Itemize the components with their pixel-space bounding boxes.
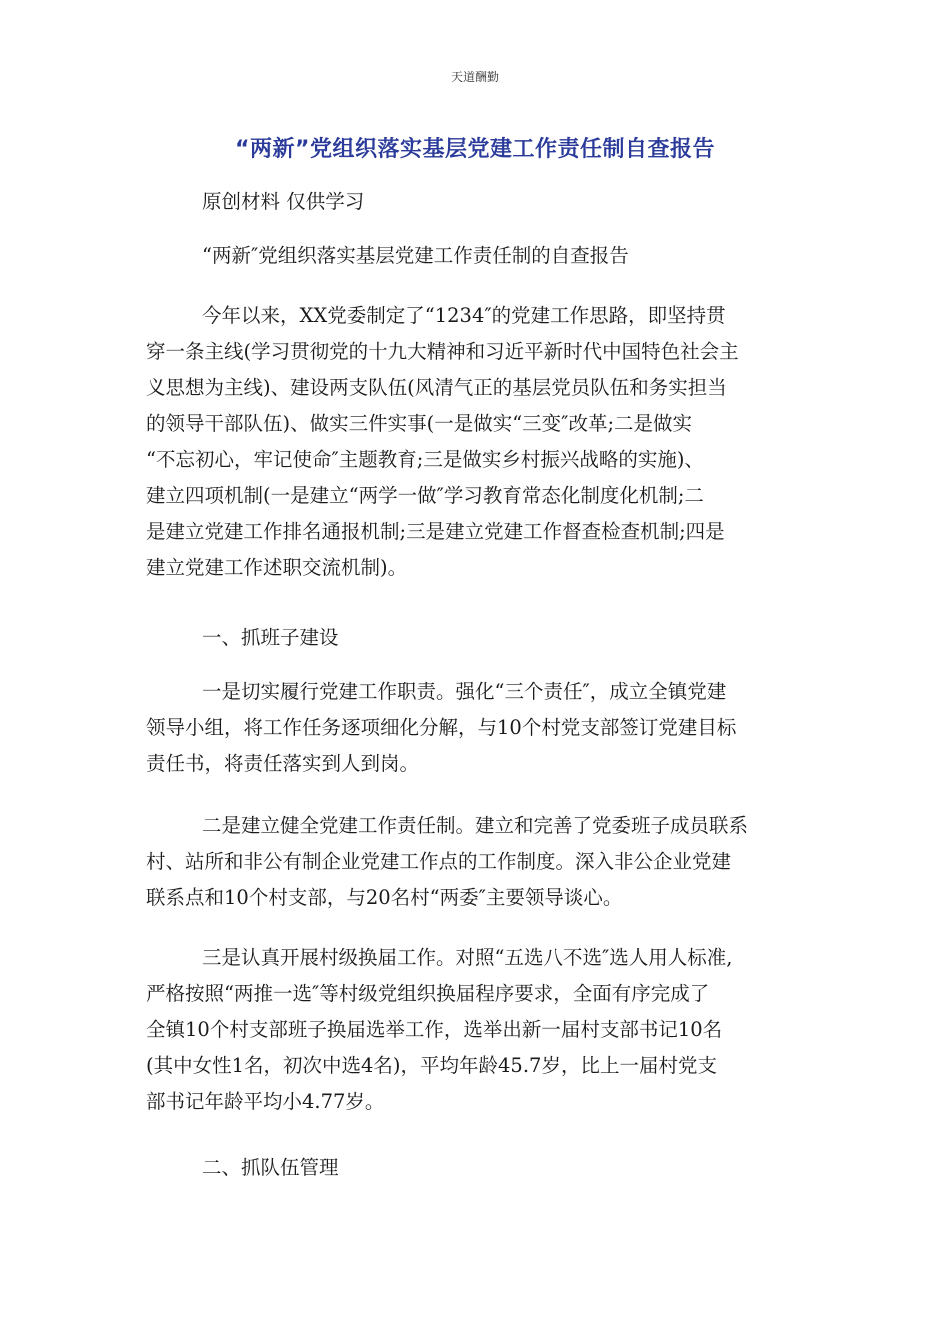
paragraph-line: 村、站所和非公有制企业党建工作点的工作制度。深入非公企业党建 <box>146 850 732 873</box>
paragraph-line: “不忘初心，牢记使命″主题教育;三是做实乡村振兴战略的实施)、 <box>146 448 704 471</box>
paragraph-line: (其中女性1名，初次中选4名)，平均年龄45.7岁，比上一届村党支 <box>146 1054 717 1077</box>
report-subtitle: “两新″党组织落实基层党建工作责任制的自查报告 <box>202 244 629 267</box>
source-note: 原创材料 仅供学习 <box>202 190 365 213</box>
paragraph-line: 一是切实履行党建工作职责。强化“三个责任″，成立全镇党建 <box>202 680 727 703</box>
section-heading-2: 二、抓队伍管理 <box>202 1156 339 1179</box>
paragraph-line: 领导小组，将工作任务逐项细化分解，与10个村党支部签订党建目标 <box>146 716 737 739</box>
paragraph-line: 三是认真开展村级换届工作。对照“五选八不选″选人用人标准, <box>202 946 733 969</box>
paragraph-2 <box>146 808 814 916</box>
paragraph-line: 全镇10个村支部班子换届选举工作，选举出新一届村支部书记10名 <box>146 1018 723 1041</box>
paragraph-3 <box>146 940 814 1120</box>
intro-paragraph <box>146 298 814 586</box>
section-heading-1: 一、抓班子建设 <box>202 626 339 649</box>
paragraph-line: 是建立党建工作排名通报机制;三是建立党建工作督查检查机制;四是 <box>146 520 725 543</box>
paragraph-line: 责任书，将责任落实到人到岗。 <box>146 752 420 775</box>
document-title: “两新”党组织落实基层党建工作责任制自查报告 <box>235 137 715 162</box>
paragraph-line: 二是建立健全党建工作责任制。建立和完善了党委班子成员联系 <box>202 814 749 837</box>
paragraph-line: 今年以来，XX党委制定了“1234″的党建工作思路，即坚持贯 <box>202 304 726 327</box>
paragraph-line: 严格按照“两推一选″等村级党组织换届程序要求，全面有序完成了 <box>146 982 710 1005</box>
paragraph-line: 的领导干部队伍)、做实三件实事(一是做实“三变″改革;二是做实 <box>146 412 693 435</box>
paragraph-line: 建立党建工作述职交流机制)。 <box>146 556 408 579</box>
paragraph-line: 部书记年龄平均小4.77岁。 <box>146 1090 385 1113</box>
paragraph-line: 穿一条主线(学习贯彻党的十九大精神和习近平新时代中国特色社会主 <box>146 340 739 363</box>
paragraph-1 <box>146 674 814 782</box>
paragraph-line: 建立四项机制(一是建立“两学一做″学习教育常态化制度化机制;二 <box>146 484 704 507</box>
header-mark: 天道酬勤 <box>450 70 499 84</box>
paragraph-line: 义思想为主线)、建设两支队伍(风清气正的基层党员队伍和务实担当 <box>146 376 727 399</box>
paragraph-line: 联系点和10个村支部，与20名村“两委″主要领导谈心。 <box>146 886 623 909</box>
